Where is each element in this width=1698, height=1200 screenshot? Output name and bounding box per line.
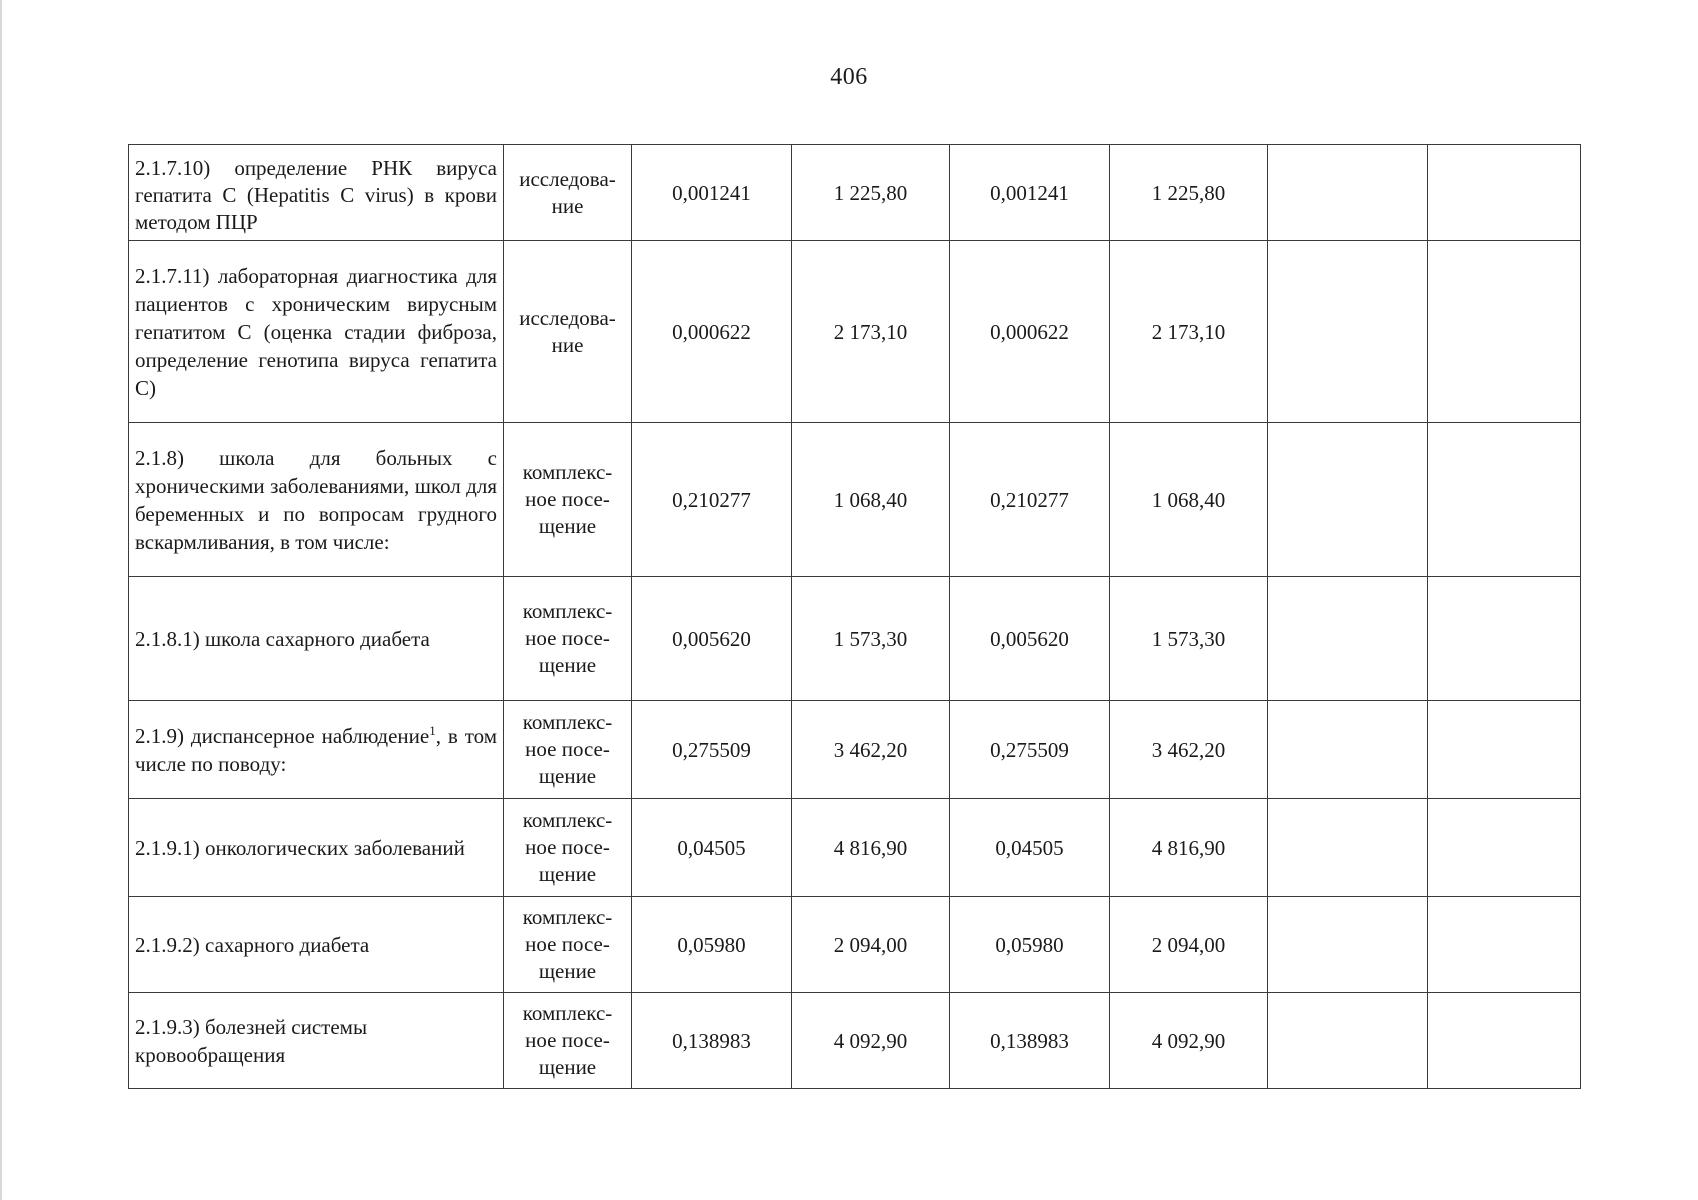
table-row xyxy=(129,423,1581,577)
cell-empty xyxy=(1428,145,1581,241)
cell-value: 0,04505 xyxy=(632,799,792,897)
cell-unit: комплекс-ное посе-щение xyxy=(504,701,632,799)
service-name-tail: , в том числе по поводу: xyxy=(135,723,497,776)
cell-value: 0,001241 xyxy=(950,145,1110,241)
cell-value: 4 816,90 xyxy=(792,799,950,897)
table-row xyxy=(129,241,1581,423)
cell-value: 2 173,10 xyxy=(1110,241,1268,423)
cell-empty xyxy=(1268,701,1428,799)
cell-empty xyxy=(1428,799,1581,897)
cell-unit: комплекс-ное посе-щение xyxy=(504,897,632,993)
cell-empty xyxy=(1268,145,1428,241)
cell-value: 0,05980 xyxy=(632,897,792,993)
cell-unit: комплекс-ное посе-щение xyxy=(504,423,632,577)
cell-service-name: 2.1.8.1) школа сахарного диабета xyxy=(129,577,504,701)
cell-service-name: 2.1.9.3) болезней системы кровообращения xyxy=(129,993,504,1089)
cell-value: 2 094,00 xyxy=(792,897,950,993)
cell-value: 3 462,20 xyxy=(1110,701,1268,799)
cell-value: 1 225,80 xyxy=(792,145,950,241)
cell-unit: исследова-ние xyxy=(504,145,632,241)
table-row xyxy=(129,799,1581,897)
cell-unit: исследова-ние xyxy=(504,241,632,423)
cell-value: 0,001241 xyxy=(632,145,792,241)
table-row xyxy=(129,701,1581,799)
cell-service-name xyxy=(129,701,504,799)
cell-unit: комплекс-ное посе-щение xyxy=(504,799,632,897)
scan-edge xyxy=(0,0,2,1200)
cell-value: 1 068,40 xyxy=(792,423,950,577)
cell-unit: комплекс-ное посе-щение xyxy=(504,577,632,701)
cell-value: 0,210277 xyxy=(632,423,792,577)
cell-value: 4 092,90 xyxy=(1110,993,1268,1089)
cell-service-name: 2.1.8) школа для больных с хроническими заболеваниями, школ для беременных и по вопросам грудного вскармливания, в том числе: xyxy=(129,423,504,577)
cell-value: 1 225,80 xyxy=(1110,145,1268,241)
cell-empty xyxy=(1268,577,1428,701)
cell-empty xyxy=(1428,897,1581,993)
cell-value: 4 816,90 xyxy=(1110,799,1268,897)
cell-value: 0,275509 xyxy=(632,701,792,799)
cell-value: 0,005620 xyxy=(950,577,1110,701)
cell-unit: комплекс-ное посе-щение xyxy=(504,993,632,1089)
table-row xyxy=(129,145,1581,241)
cell-value: 0,04505 xyxy=(950,799,1110,897)
cell-empty xyxy=(1428,241,1581,423)
cell-empty xyxy=(1428,701,1581,799)
cell-value: 0,210277 xyxy=(950,423,1110,577)
cell-value: 0,138983 xyxy=(950,993,1110,1089)
footnote-marker: 1 xyxy=(429,722,436,738)
cell-service-name: 2.1.7.10) определение РНК вируса гепатита С (Hepatitis C virus) в крови методом ПЦР xyxy=(129,145,504,241)
cell-value: 1 068,40 xyxy=(1110,423,1268,577)
table-row xyxy=(129,897,1581,993)
cell-value: 0,000622 xyxy=(950,241,1110,423)
cell-empty xyxy=(1268,241,1428,423)
cell-value: 2 094,00 xyxy=(1110,897,1268,993)
cell-empty xyxy=(1428,993,1581,1089)
cell-value: 4 092,90 xyxy=(792,993,950,1089)
cell-empty xyxy=(1268,799,1428,897)
cell-value: 0,000622 xyxy=(632,241,792,423)
cell-value: 0,05980 xyxy=(950,897,1110,993)
cell-empty xyxy=(1268,993,1428,1089)
cell-value: 2 173,10 xyxy=(792,241,950,423)
norms-table xyxy=(128,144,1581,1089)
cell-value: 1 573,30 xyxy=(1110,577,1268,701)
cell-value: 0,275509 xyxy=(950,701,1110,799)
table-row xyxy=(129,577,1581,701)
cell-value: 0,005620 xyxy=(632,577,792,701)
cell-value: 0,138983 xyxy=(632,993,792,1089)
cell-empty xyxy=(1268,423,1428,577)
service-name-text: 2.1.9) диспансерное наблюдение xyxy=(135,723,430,748)
page-number: 406 xyxy=(830,64,868,90)
cell-empty xyxy=(1428,423,1581,577)
cell-service-name: 2.1.7.11) лабораторная диагностика для пациентов с хроническим вирусным гепатитом С (оценка стадии фиброза, определение генотипа вируса гепатита С) xyxy=(129,241,504,423)
cell-value: 3 462,20 xyxy=(792,701,950,799)
cell-service-name: 2.1.9.1) онкологических заболеваний xyxy=(129,799,504,897)
cell-service-name: 2.1.9.2) сахарного диабета xyxy=(129,897,504,993)
cell-value: 1 573,30 xyxy=(792,577,950,701)
table-row xyxy=(129,993,1581,1089)
cell-empty xyxy=(1268,897,1428,993)
cell-empty xyxy=(1428,577,1581,701)
